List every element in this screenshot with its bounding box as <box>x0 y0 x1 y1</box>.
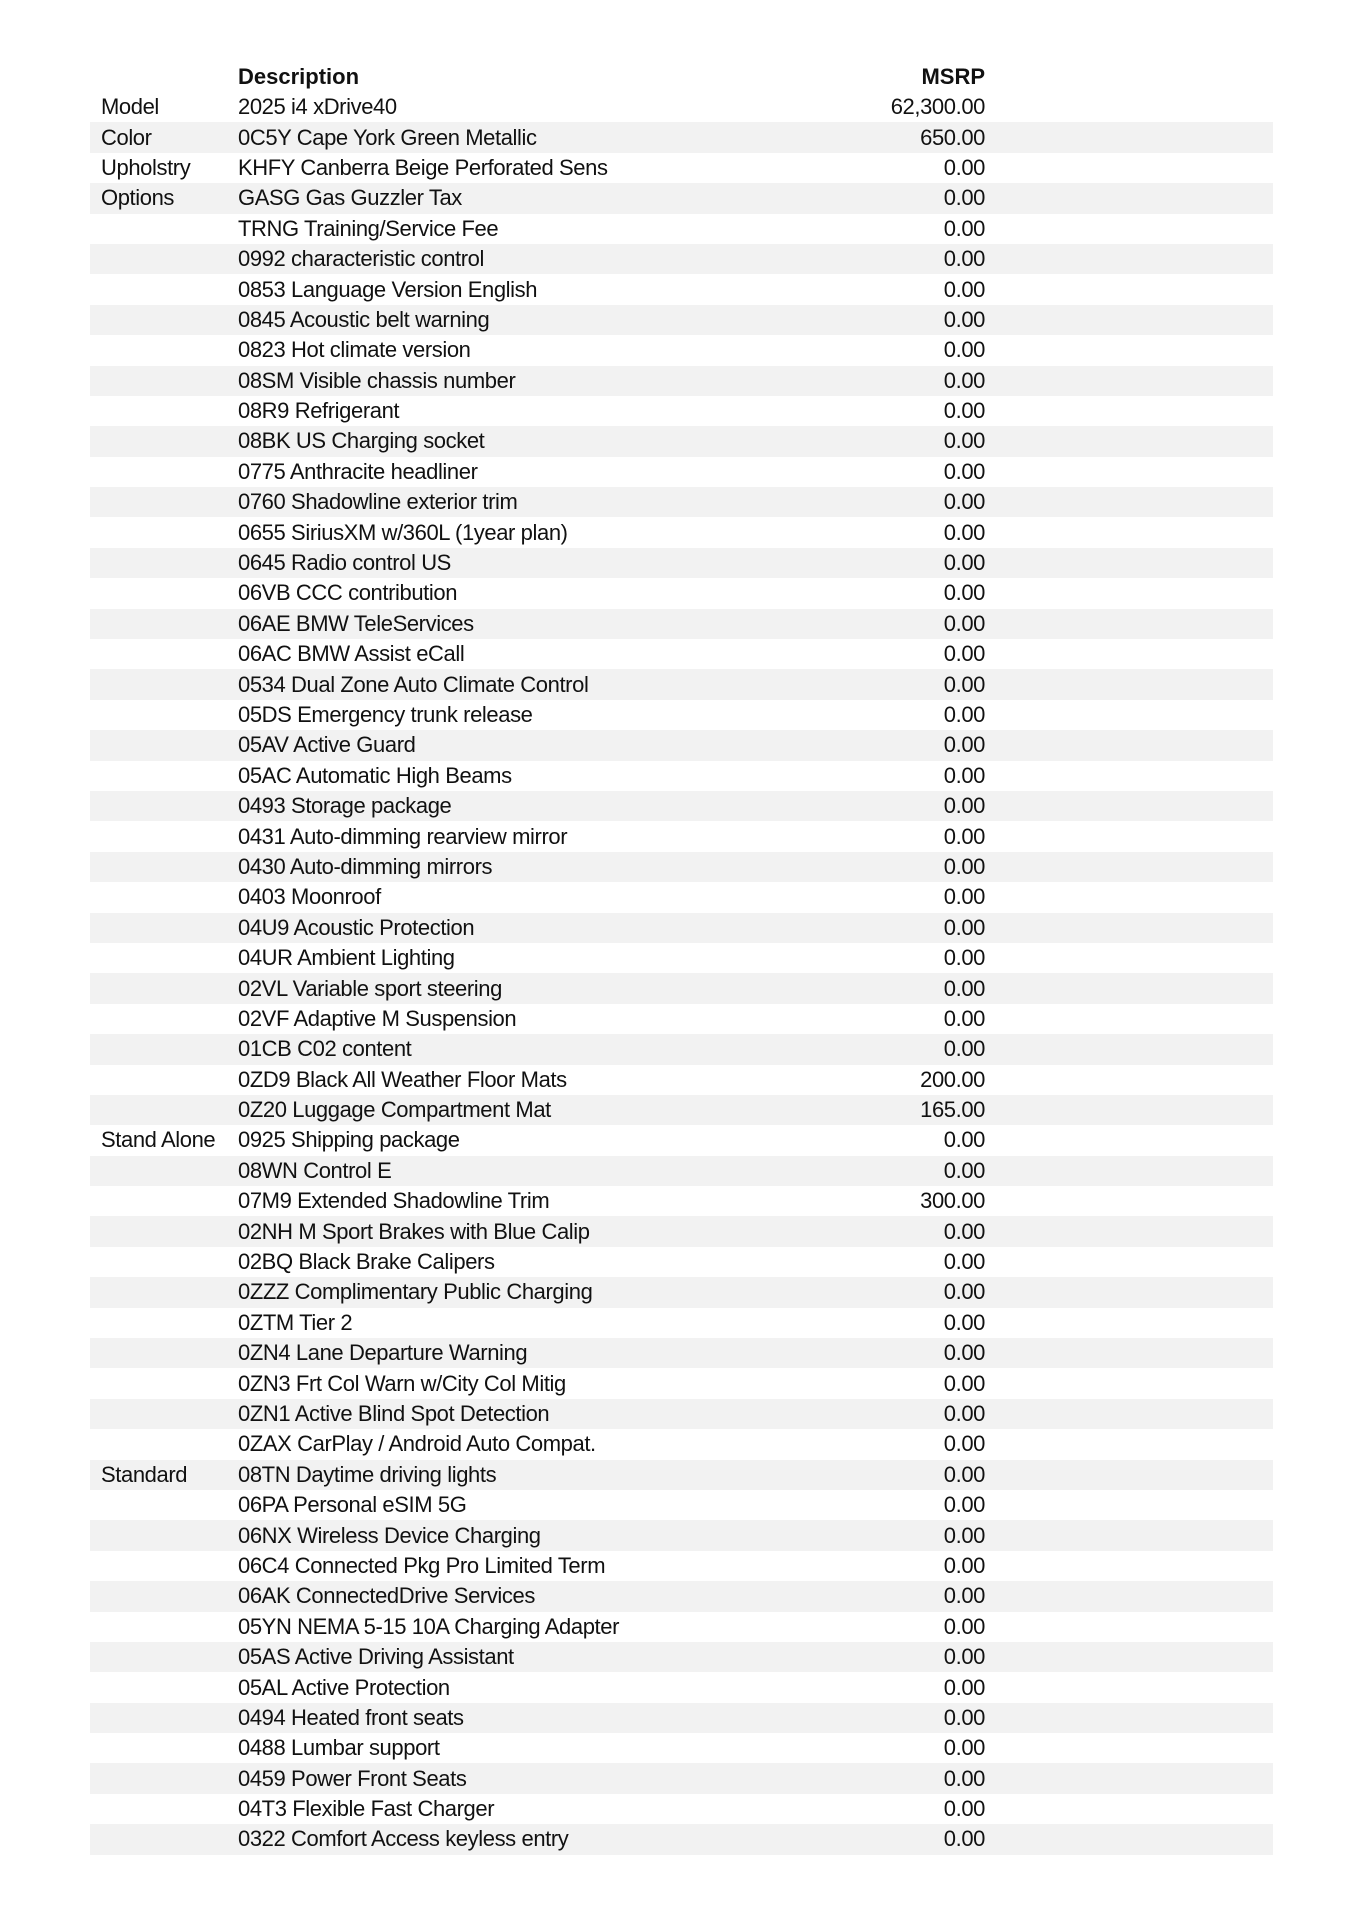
row-description: 0645 Radio control US <box>238 550 451 576</box>
row-msrp: 0.00 <box>943 337 985 363</box>
row-description: 0493 Storage package <box>238 793 452 819</box>
row-msrp: 0.00 <box>943 945 985 971</box>
row-msrp: 0.00 <box>943 1309 985 1335</box>
row-description: 0431 Auto-dimming rearview mirror <box>238 823 568 849</box>
row-description: 05AS Active Driving Assistant <box>238 1644 514 1670</box>
row-msrp: 0.00 <box>943 1157 985 1183</box>
row-description: 0430 Auto-dimming mirrors <box>238 853 493 879</box>
table-row <box>90 1368 1273 1398</box>
table-row <box>90 1460 1273 1490</box>
row-description: 0ZAX CarPlay / Android Auto Compat. <box>238 1431 596 1457</box>
table-row <box>90 214 1273 244</box>
row-msrp: 0.00 <box>943 458 985 484</box>
table-row <box>90 1581 1273 1611</box>
table-row <box>90 578 1273 608</box>
row-description: 02VL Variable sport steering <box>238 975 502 1001</box>
row-msrp: 0.00 <box>943 1370 985 1396</box>
row-description: 0322 Comfort Access keyless entry <box>238 1826 569 1852</box>
table-row <box>90 244 1273 274</box>
row-msrp: 0.00 <box>943 884 985 910</box>
row-description: 0534 Dual Zone Auto Climate Control <box>238 671 589 697</box>
table-row <box>90 1247 1273 1277</box>
row-msrp: 0.00 <box>943 1400 985 1426</box>
row-msrp: 0.00 <box>943 215 985 241</box>
row-msrp: 0.00 <box>943 610 985 636</box>
row-description: TRNG Training/Service Fee <box>238 215 499 241</box>
row-msrp: 0.00 <box>943 853 985 879</box>
table-row <box>90 426 1273 456</box>
table-header <box>90 62 1273 92</box>
row-description: 0ZN4 Lane Departure Warning <box>238 1340 528 1366</box>
row-description: 0403 Moonroof <box>238 884 381 910</box>
table-row <box>90 1520 1273 1550</box>
row-description: 0488 Lumbar support <box>238 1735 440 1761</box>
table-row <box>90 396 1273 426</box>
row-description: 04T3 Flexible Fast Charger <box>238 1796 495 1822</box>
row-description: 0823 Hot climate version <box>238 337 471 363</box>
row-description: 0459 Power Front Seats <box>238 1765 467 1791</box>
row-description: 0760 Shadowline exterior trim <box>238 489 518 515</box>
row-description: 0853 Language Version English <box>238 276 538 302</box>
row-msrp: 0.00 <box>943 1461 985 1487</box>
row-msrp: 0.00 <box>943 1279 985 1305</box>
row-description: 06AC BMW Assist eCall <box>238 641 465 667</box>
table-row <box>90 1672 1273 1702</box>
row-description: GASG Gas Guzzler Tax <box>238 185 462 211</box>
table-row <box>90 700 1273 730</box>
row-description: 0ZD9 Black All Weather Floor Mats <box>238 1066 567 1092</box>
row-msrp: 0.00 <box>943 1036 985 1062</box>
row-category: Stand Alone <box>101 1127 216 1153</box>
table-row <box>90 305 1273 335</box>
row-msrp: 0.00 <box>943 276 985 302</box>
row-description: KHFY Canberra Beige Perforated Sens <box>238 154 608 180</box>
row-msrp: 0.00 <box>943 1674 985 1700</box>
row-description: 08TN Daytime driving lights <box>238 1461 497 1487</box>
row-msrp: 0.00 <box>943 428 985 454</box>
row-description: 08SM Visible chassis number <box>238 367 516 393</box>
row-description: 06AK ConnectedDrive Services <box>238 1583 535 1609</box>
row-description: 04U9 Acoustic Protection <box>238 914 475 940</box>
row-msrp: 0.00 <box>943 1249 985 1275</box>
table-row <box>90 1338 1273 1368</box>
row-msrp: 0.00 <box>943 975 985 1001</box>
row-msrp: 0.00 <box>943 550 985 576</box>
row-msrp: 0.00 <box>943 1583 985 1609</box>
table-row <box>90 1490 1273 1520</box>
row-msrp: 0.00 <box>943 914 985 940</box>
table-row <box>90 943 1273 973</box>
table-row <box>90 366 1273 396</box>
row-description: 0ZZZ Complimentary Public Charging <box>238 1279 593 1305</box>
table-row <box>90 1399 1273 1429</box>
row-description: 05YN NEMA 5-15 10A Charging Adapter <box>238 1613 620 1639</box>
row-msrp: 0.00 <box>943 519 985 545</box>
row-description: 04UR Ambient Lighting <box>238 945 455 971</box>
table-row <box>90 1216 1273 1246</box>
row-msrp: 0.00 <box>943 154 985 180</box>
row-description: 06PA Personal eSIM 5G <box>238 1492 467 1518</box>
row-msrp: 0.00 <box>943 1735 985 1761</box>
row-description: 0845 Acoustic belt warning <box>238 306 490 332</box>
row-msrp: 0.00 <box>943 1492 985 1518</box>
row-category: Model <box>101 94 159 120</box>
row-msrp: 0.00 <box>943 1765 985 1791</box>
row-msrp: 0.00 <box>943 367 985 393</box>
table-row <box>90 609 1273 639</box>
row-description: 0C5Y Cape York Green Metallic <box>238 124 537 150</box>
table-row <box>90 122 1273 152</box>
table-row <box>90 457 1273 487</box>
row-description: 08WN Control E <box>238 1157 392 1183</box>
row-category: Standard <box>101 1461 188 1487</box>
table-row <box>90 761 1273 791</box>
row-description: 0655 SiriusXM w/360L (1year plan) <box>238 519 568 545</box>
row-description: 06VB CCC contribution <box>238 580 458 606</box>
table-row <box>90 1551 1273 1581</box>
table-row <box>90 1794 1273 1824</box>
table-row <box>90 669 1273 699</box>
row-description: 01CB C02 content <box>238 1036 412 1062</box>
row-msrp: 300.00 <box>920 1188 985 1214</box>
table-row <box>90 1065 1273 1095</box>
row-msrp: 200.00 <box>920 1066 985 1092</box>
row-msrp: 0.00 <box>943 1796 985 1822</box>
table-row <box>90 639 1273 669</box>
table-row <box>90 487 1273 517</box>
row-description: 05AV Active Guard <box>238 732 416 758</box>
table-row <box>90 1763 1273 1793</box>
row-description: 08BK US Charging socket <box>238 428 485 454</box>
table-body <box>90 92 1273 1855</box>
table-row <box>90 548 1273 578</box>
row-description: 06C4 Connected Pkg Pro Limited Term <box>238 1552 606 1578</box>
row-msrp: 0.00 <box>943 398 985 424</box>
row-msrp: 62,300.00 <box>890 94 985 120</box>
row-msrp: 0.00 <box>943 793 985 819</box>
table-row <box>90 1308 1273 1338</box>
table-row <box>90 973 1273 1003</box>
row-description: 0ZTM Tier 2 <box>238 1309 353 1335</box>
table-row <box>90 517 1273 547</box>
table-row <box>90 274 1273 304</box>
row-description: 0992 characteristic control <box>238 246 484 272</box>
row-description: 0494 Heated front seats <box>238 1704 464 1730</box>
table-row <box>90 1733 1273 1763</box>
row-category: Options <box>101 185 175 211</box>
row-msrp: 0.00 <box>943 185 985 211</box>
row-description: 05DS Emergency trunk release <box>238 702 533 727</box>
table-row <box>90 1095 1273 1125</box>
table-row <box>90 852 1273 882</box>
row-category: Color <box>101 124 152 150</box>
row-msrp: 0.00 <box>943 641 985 667</box>
table-row <box>90 791 1273 821</box>
table-row <box>90 913 1273 943</box>
table-row <box>90 730 1273 760</box>
row-description: 0775 Anthracite headliner <box>238 458 478 484</box>
table-row <box>90 1642 1273 1672</box>
description-column-header: Description <box>238 64 360 89</box>
row-description: 02BQ Black Brake Calipers <box>238 1249 495 1275</box>
row-description: 0Z20 Luggage Compartment Mat <box>238 1097 551 1123</box>
table-row <box>90 153 1273 183</box>
row-msrp: 0.00 <box>943 580 985 606</box>
row-msrp: 650.00 <box>920 124 985 150</box>
table-row <box>90 882 1273 912</box>
table-row <box>90 335 1273 365</box>
row-msrp: 0.00 <box>943 489 985 515</box>
table-row <box>90 1612 1273 1642</box>
row-msrp: 0.00 <box>943 1431 985 1457</box>
row-msrp: 165.00 <box>920 1097 985 1123</box>
row-msrp: 0.00 <box>943 1826 985 1852</box>
table-row <box>90 1034 1273 1064</box>
row-msrp: 0.00 <box>943 1218 985 1244</box>
table-row <box>90 183 1273 213</box>
row-description: 05AC Automatic High Beams <box>238 762 512 788</box>
row-description: 02VF Adaptive M Suspension <box>238 1005 517 1031</box>
row-msrp: 0.00 <box>943 1644 985 1670</box>
table-row <box>90 821 1273 851</box>
row-msrp: 0.00 <box>943 1613 985 1639</box>
row-msrp: 0.00 <box>943 1704 985 1730</box>
row-description: 02NH M Sport Brakes with Blue Calip <box>238 1218 590 1244</box>
row-description: 06AE BMW TeleServices <box>238 610 474 636</box>
table-row <box>90 1277 1273 1307</box>
table-row <box>90 1186 1273 1216</box>
table-row <box>90 1429 1273 1459</box>
table-row <box>90 92 1273 122</box>
row-msrp: 0.00 <box>943 762 985 788</box>
row-description: 0ZN3 Frt Col Warn w/City Col Mitig <box>238 1370 566 1396</box>
row-description: 2025 i4 xDrive40 <box>238 94 397 120</box>
row-msrp: 0.00 <box>943 1340 985 1366</box>
row-msrp: 0.00 <box>943 702 985 727</box>
table-row <box>90 1004 1273 1034</box>
row-description: 07M9 Extended Shadowline Trim <box>238 1188 550 1214</box>
row-msrp: 0.00 <box>943 1522 985 1548</box>
table-row <box>90 1824 1273 1854</box>
row-msrp: 0.00 <box>943 1127 985 1153</box>
msrp-column-header: MSRP <box>921 64 985 89</box>
row-msrp: 0.00 <box>943 732 985 758</box>
row-msrp: 0.00 <box>943 1005 985 1031</box>
row-description: 0ZN1 Active Blind Spot Detection <box>238 1400 550 1426</box>
row-msrp: 0.00 <box>943 1552 985 1578</box>
row-description: 05AL Active Protection <box>238 1674 450 1700</box>
row-msrp: 0.00 <box>943 306 985 332</box>
row-description: 0925 Shipping package <box>238 1127 460 1153</box>
row-msrp: 0.00 <box>943 671 985 697</box>
msrp-table <box>90 62 1273 1855</box>
row-description: 08R9 Refrigerant <box>238 398 400 424</box>
table-row <box>90 1156 1273 1186</box>
table-row <box>90 1703 1273 1733</box>
row-description: 06NX Wireless Device Charging <box>238 1522 541 1548</box>
row-msrp: 0.00 <box>943 823 985 849</box>
row-msrp: 0.00 <box>943 246 985 272</box>
table-row <box>90 1125 1273 1155</box>
row-category: Upholstry <box>101 154 191 180</box>
